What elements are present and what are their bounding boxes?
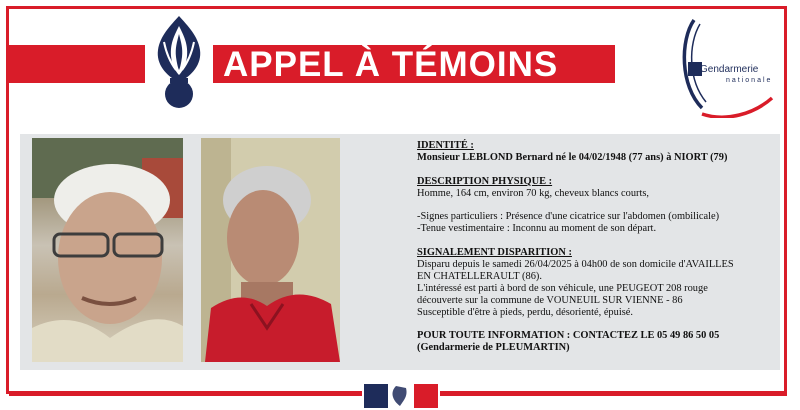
identity-text: Monsieur LEBLOND Bernard né le 04/02/1948 (77 ans) à NIORT (79) [417,151,728,163]
description-text: Homme, 164 cm, environ 70 kg, cheveux blancs courts, [417,187,650,199]
vehicle-line-1: L'intéressé est parti à bord de son véhicule, une PEUGEOT 208 rouge [417,282,708,294]
state-text: Susceptible d'être à pieds, perdu, désorienté, épuisé. [417,306,633,318]
footer-line-left [9,393,364,396]
contact-line-2: (Gendarmerie de PLEUMARTIN) [417,342,570,354]
portrait-1-icon [32,138,183,362]
marianne-republique-logo-icon [362,378,440,410]
disappearance-line-2: EN CHATELLERAULT (86). [417,270,542,282]
disappearance-heading: SIGNALEMENT DISPARITION : [417,247,572,259]
contact-line-1: POUR TOUTE INFORMATION : CONTACTEZ LE 05 49 86 50 05 [417,330,720,342]
clothing-text: -Tenue vestimentaire : Inconnu au moment de son départ. [417,223,657,235]
missing-person-photo-1 [32,138,183,362]
gendarmerie-grenade-emblem-icon [140,12,218,110]
gendarmerie-subtitle: nationale [726,77,773,84]
portrait-2-icon [201,138,340,362]
footer-line-right [437,393,787,396]
distinguishing-marks: -Signes particuliers : Présence d'une cicatrice sur l'abdomen (ombilicale) [417,211,720,223]
notice-text [417,140,777,354]
page-title: APPEL À TÉMOINS [223,45,559,84]
identity-heading: IDENTITÉ : [417,140,474,151]
vehicle-line-2: découverte sur la commune de VOUNEUIL SUR VIENNE - 86 [417,294,683,306]
gendarmerie-wordmark [700,64,790,86]
gendarmerie-name: Gendarmerie [700,64,759,75]
disappearance-line-1: Disparu depuis le samedi 26/04/2025 à 04h00 de son domicile d'AVAILLES [417,259,734,271]
missing-person-photo-2 [201,138,340,362]
description-heading: DESCRIPTION PHYSIQUE : [417,175,553,187]
